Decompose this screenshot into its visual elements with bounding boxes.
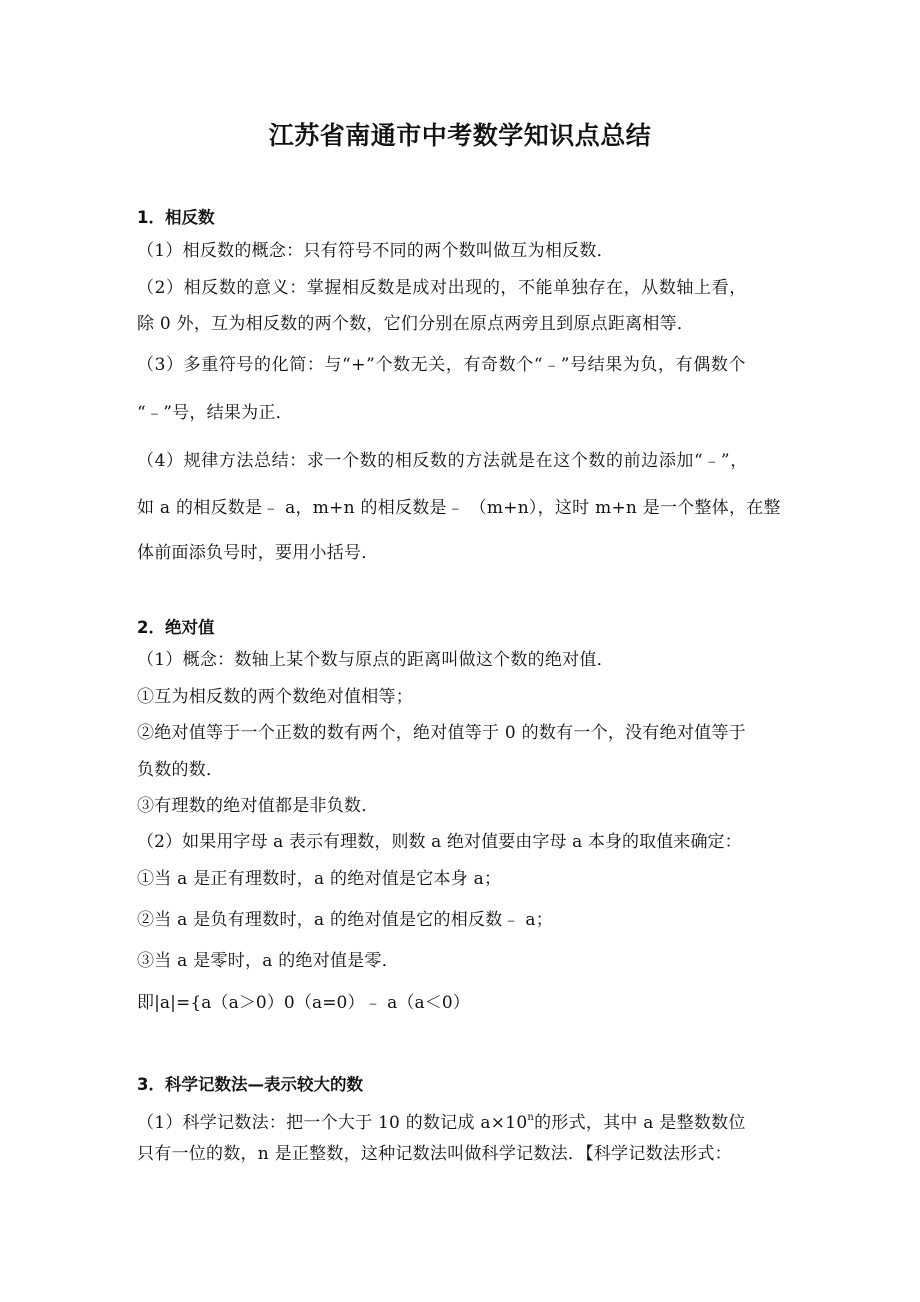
paragraph-line: （1）概念：数轴上某个数与原点的距离叫做这个数的绝对值．: [137, 650, 614, 670]
paragraph-line: 负数的数．: [137, 760, 224, 780]
paragraph-line: ②当 a 是负有理数时，a 的绝对值是它的相反数﹣ a；: [137, 910, 554, 930]
paragraph-line: （2）相反数的意义：掌握相反数是成对出现的，不能单独存在，从数轴上看，: [137, 278, 747, 298]
section-heading-3: 3．科学记数法—表示较大的数: [137, 1075, 363, 1094]
paragraph-line: 如 a 的相反数是﹣ a，m+n 的相反数是﹣ （m+n），这时 m+n 是一个整体，在整: [137, 498, 781, 518]
paragraph-line: [137, 1108, 746, 1133]
document-title: 江苏省南通市中考数学知识点总结: [268, 121, 652, 150]
paragraph-line: ③有理数的绝对值都是非负数．: [137, 796, 379, 816]
paragraph-line: （1）相反数的概念：只有符号不同的两个数叫做互为相反数．: [137, 241, 614, 261]
paragraph-text: 的形式，其中 a 是整数数位: [534, 1113, 746, 1133]
paragraph-line: 体前面添负号时，要用小括号．: [137, 543, 379, 563]
paragraph-line: （2）如果用字母 a 表示有理数，则数 a 绝对值要由字母 a 本身的取值来确定：: [137, 832, 742, 852]
paragraph-line: 除 0 外，互为相反数的两个数，它们分别在原点两旁且到原点距离相等．: [137, 314, 695, 334]
paragraph-line: “﹣”号，结果为正．: [137, 403, 293, 423]
paragraph-line: ③当 a 是零时，a 的绝对值是零．: [137, 951, 399, 971]
paragraph-line: （4）规律方法总结：求一个数的相反数的方法就是在这个数的前边添加“﹣”，: [137, 451, 748, 471]
paragraph-text: （1）科学记数法：把一个大于 10 的数记成 a×10: [137, 1113, 528, 1133]
paragraph-line: ②绝对值等于一个正数的数有两个，绝对值等于 0 的数有一个，没有绝对值等于: [137, 723, 746, 743]
paragraph-line: （3）多重符号的化简：与“+”个数无关，有奇数个“﹣”号结果为负，有偶数个: [137, 355, 747, 375]
section-heading-2: 2．绝对值: [137, 618, 215, 637]
paragraph-line: ①当 a 是正有理数时，a 的绝对值是它本身 a；: [137, 869, 502, 889]
absolute-value-formula: 即|a|={a（a＞0）0（a=0）﹣ a（a＜0）: [137, 993, 470, 1013]
paragraph-line: ①互为相反数的两个数绝对值相等；: [137, 687, 413, 707]
section-heading-1: 1．相反数: [137, 208, 215, 227]
paragraph-line: 只有一位的数，n 是正整数，这种记数法叫做科学记数法．【科学记数法形式：: [137, 1144, 732, 1164]
exponent-superscript: n: [527, 1112, 535, 1123]
